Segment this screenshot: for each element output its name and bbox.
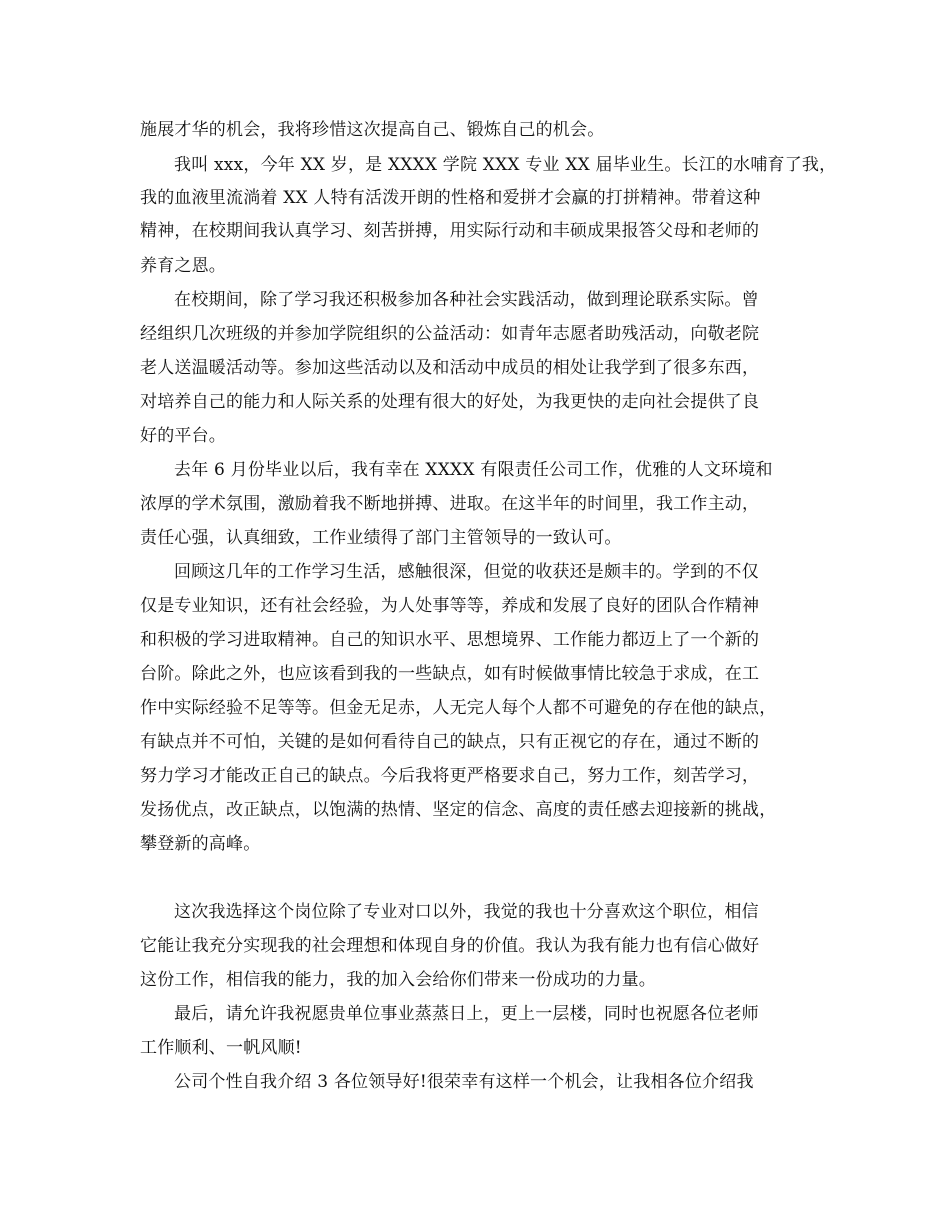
text-line: 我的血液里流淌着 XX 人特有活泼开朗的性格和爱拼才会赢的打拼精神。带着这种 xyxy=(140,188,761,208)
text-line: 养育之恩。 xyxy=(140,256,226,276)
text-line: 好的平台。 xyxy=(140,426,226,446)
text-line: 责任心强，认真细致，工作业绩得了部门主管领导的一致认可。 xyxy=(140,528,622,548)
text-line: 这次我选择这个岗位除了专业对口以外，我觉的我也十分喜欢这个职位，相信 xyxy=(174,902,759,922)
text-line: 最后，请允许我祝愿贵单位事业蒸蒸日上，更上一层楼，同时也祝愿各位老师 xyxy=(174,1004,759,1024)
text-line: 仅是专业知识，还有社会经验，为人处事等等，养成和发展了良好的团队合作精神 xyxy=(140,596,760,616)
text-line: 回顾这几年的工作学习生活，感触很深，但觉的收获还是颇丰的。学到的不仅 xyxy=(174,562,759,582)
text-line: 老人送温暖活动等。参加这些活动以及和活动中成员的相处让我学到了很多东西， xyxy=(140,358,760,378)
text-line: 作中实际经验不足等等。但金无足赤，人无完人每个人都不可避免的存在他的缺点， xyxy=(140,698,777,718)
text-line: 和积极的学习进取精神。自己的知识水平、思想境界、工作能力都迈上了一个新的 xyxy=(140,630,760,650)
text-line: 攀登新的高峰。 xyxy=(140,834,261,854)
text-line: 努力学习才能改正自己的缺点。今后我将更严格要求自己，努力工作，刻苦学习， xyxy=(140,766,760,786)
text-line: 去年 6 月份毕业以后，我有幸在 XXXX 有限责任公司工作，优雅的人文环境和 xyxy=(174,460,773,480)
text-line: 我叫 xxx，今年 XX 岁，是 XXXX 学院 XXX 专业 XX 届毕业生。长江的水哺育了我， xyxy=(174,155,837,175)
text-line: 台阶。除此之外，也应该看到我的一些缺点，如有时候做事情比较急于求成，在工 xyxy=(140,664,760,684)
text-line: 经组织几次班级的并参加学院组织的公益活动：如青年志愿者助残活动，向敬老院 xyxy=(140,324,760,344)
text-line: 公司个性自我介绍 3 各位领导好!很荣幸有这样一个机会，让我相各位介绍我 xyxy=(174,1072,754,1092)
text-line: 这份工作，相信我的能力，我的加入会给你们带来一份成功的力量。 xyxy=(140,970,656,990)
text-line: 施展才华的机会，我将珍惜这次提高自己、锻炼自己的机会。 xyxy=(140,120,605,140)
text-line: 对培养自己的能力和人际关系的处理有很大的好处，为我更快的走向社会提供了良 xyxy=(140,392,760,412)
text-line: 发扬优点，改正缺点，以饱满的热情、坚定的信念、高度的责任感去迎接新的挑战， xyxy=(140,800,777,820)
text-line: 它能让我充分实现我的社会理想和体现自身的价值。我认为我有能力也有信心做好 xyxy=(140,936,760,956)
text-line: 在校期间，除了学习我还积极参加各种社会实践活动，做到理论联系实际。曾 xyxy=(174,290,759,310)
text-line: 工作顺利、一帆风顺! xyxy=(140,1038,302,1058)
text-line: 浓厚的学术氛围，激励着我不断地拼搏、进取。在这半年的时间里，我工作主动， xyxy=(140,494,760,514)
text-line: 精神，在校期间我认真学习、刻苦拼搏，用实际行动和丰硕成果报答父母和老师的 xyxy=(140,221,760,241)
text-line: 有缺点并不可怕，关键的是如何看待自己的缺点，只有正视它的存在，通过不断的 xyxy=(140,732,760,752)
